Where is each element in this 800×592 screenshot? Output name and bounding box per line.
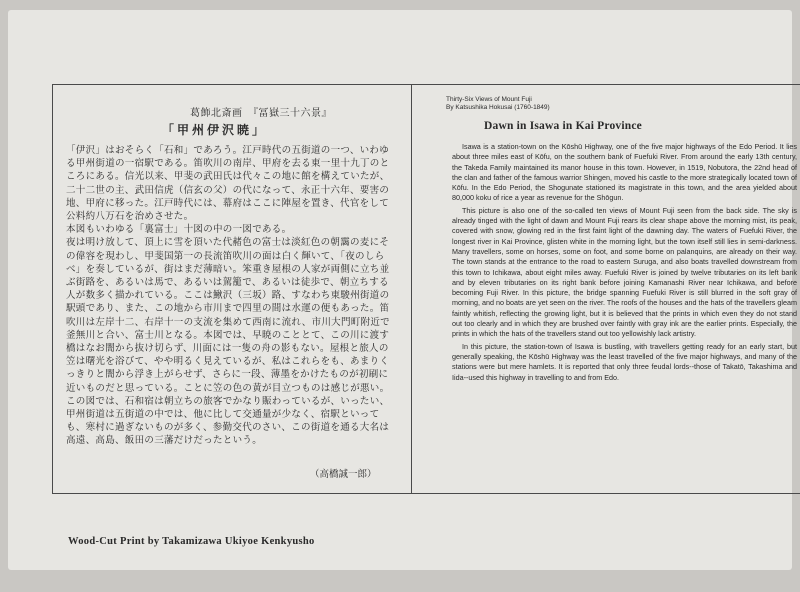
japanese-paragraph: 夜は明け放して、頂上に雪を頂いた代赭色の富士は淡紅色の朝靄の麦にその偉容を現わし、甲斐国第一の長流笛吹川の面は白く輝いて、「夜のしらべ」を奏しているが、街はまだ薄暗い。笨重き屋根の人家が両側に立ち並ぶ街路を、あるいは馬で、あるいは駕籠で、あるいは徒歩で、朝立ちする人が数多く描かれている。ここは鰍沢（三坂）路、すなわち東駿州街道の駅頭であり、また、この地から市川まで四里の間は水運の便もあった。笛吹川は左岸十二、右岸十一の支流を集めて西南に流れ、市川大門町附近で釜無川と合い、富士川となる。本図では、早暁のこととて、この川に渡す橋はなお闇から抜け切らず、川面には一隻の舟の影もない。屋根と旅人の笠は曙光を浴びて、やや明るく見えているが、私はこれらをも、あまりくっきりと闇から浮き上がらせず、さらに一段、薄墨をかけたものが初刷に近いものだと思っている。ことに笠の色の黄が目立つものは感じが悪い。	[66, 237, 390, 394]
english-paragraph: In this picture, the station-town of Isawa is bustling, with travellers getting ready for an early start, but generally speaking, the Kōshū Highway was the least travelled of the five major highways, and many of the stations were but mere hamlets. It is reported that only three feudal lords--those of Takatō, Takashima and Iida--used this highway in travelling to and from Edo.	[452, 341, 797, 382]
english-paragraph: Isawa is a station-town on the Kōshū Highway, one of the five major highways of the Edo Period. It lies about three miles east of Kōfu, on the southern bank of Fuefuki River. From around the early 13th century, the Takeda Family maintained its manor house in this town. However, in 1519, Nobutora, the 22nd head of the clan and father of the famous warrior Shingen, moved his castle to the more strategically located town of Kōfu. In the Edo Period, the Shogunate stationed its magistrate in this town, and the area yielded about 80,000 koku of rice a year as revenue for the Shōgun.	[452, 142, 797, 203]
japanese-subtitle: 「甲州伊沢暁」	[162, 123, 268, 137]
english-title: Dawn in Isawa in Kai Province	[484, 120, 642, 132]
japanese-body	[66, 144, 396, 448]
series-title: Thirty-Six Views of Mount Fuji	[446, 96, 532, 103]
series-artist: By Katsushika Hokusai (1760-1849)	[446, 104, 550, 111]
japanese-paragraph: 「伊沢」はおそらく「石和」であろう。江戸時代の五街道の一つ、いわゆる甲州街道の一宿駅である。笛吹川の南岸、甲府を去る東一里十九丁のところにある。信光以来、甲斐の武田氏は代々この地に館を構えていたが、二十二世の主、武田信虎（信玄の父）の代になって、永正十六年、要害の地、甲府に移った。江戸時代には、幕府はここに陣屋を置き、代官をして公料約八万石を治めさせた。	[66, 145, 390, 223]
japanese-author: （高橋誠一郎）	[310, 469, 377, 480]
japanese-paragraph: この図では、石和宿は朝立ちの旅客でかなり賑わっているが、いったい、甲州街道は五街道の中では、他に比して交通量が少なく、宿駅といっても、寒村に過ぎないものが多く、参勤交代のさい、この街道を通る大名は高遠、高島、飯田の三藩だけだったという。	[66, 395, 390, 447]
japanese-paragraph: 本図もいわゆる「裏富士」十図の中の一図である。	[66, 224, 292, 236]
english-paragraph: This picture is also one of the so-called ten views of Mount Fuji seen from the back side. The sky is already tinged with the light of dawn and Mount Fuji rears its clear shape above the morning mist, its peak, covered with snow, glowing red in the first faint light of the dawning day. The waters of Fuefuki River, the longest river in Kai Province, glisten white in the morning light, but the town itself still lies in semi-darkness. Many travellers, some on horses, some on foot, and some borne on palanquins, are already on their way. The town stands at the entrance to the road to eastern Suruga, and also boats travelled downstream from this town to Ichikawa, about eight miles away. Fuefuki River is joined by twelve tributaries on its left bank and by eleven tributaries on its right bank before joining Kamanashi River near Ichikawa, and before becoming Fuji River. In this picture, the bridge spanning Fuefuki River is still blurred in the soft gray of morning, and no boats are yet seen on the river. The roofs of the houses and the hats of the travellers gleam faintly whitish, reflecting the growing light, but it is believed that the prints in which even they do not stand out too clearly and in which they are brushed over faintly with gray ink are the earlier prints. Especially, the prints in which the hats of the travellers stand out too yellowishly lack artistry.	[452, 205, 797, 339]
japanese-header: 葛飾北斎画 『冨嶽三十六景』	[190, 108, 332, 119]
english-series-info	[446, 96, 550, 112]
english-body	[452, 142, 797, 385]
print-credit-footer: Wood-Cut Print by Takamizawa Ukiyoe Kenkyusho	[68, 536, 315, 547]
